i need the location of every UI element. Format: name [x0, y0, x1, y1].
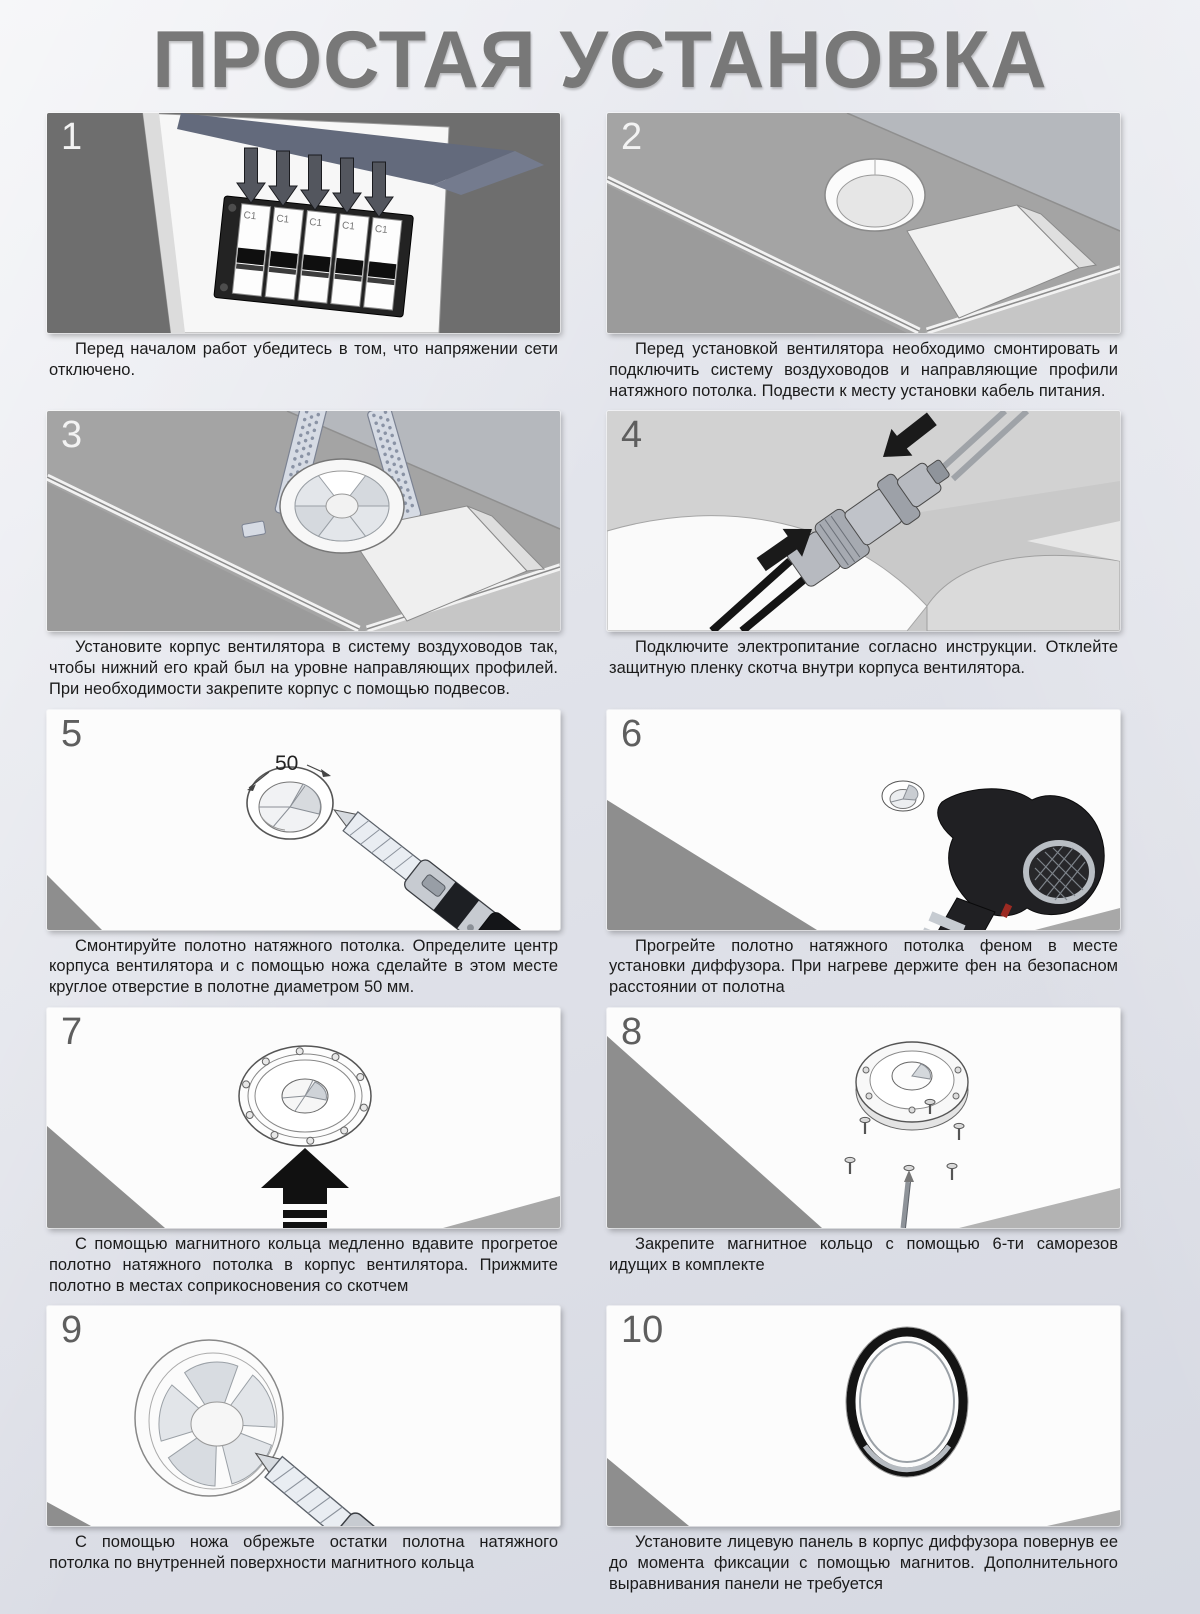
step-6 — [607, 710, 1120, 1008]
fan-bottom-view — [135, 1340, 283, 1496]
trim-fabric-knife-illustration — [47, 1306, 560, 1526]
svg-text:C1: C1 — [341, 220, 356, 233]
step-4 — [607, 411, 1120, 709]
step-number: 5 — [61, 712, 83, 755]
step-caption: Установите лицевую панель в корпус диффузора повернув ее до момента фиксации с помощью магнитов. Дополнительного выравнивания панели не требуется — [609, 1533, 1118, 1593]
magnetic-ring — [856, 1042, 968, 1130]
step-6-panel — [607, 710, 1120, 930]
steps-grid — [0, 113, 1200, 1605]
step-7-panel — [47, 1008, 560, 1228]
step-caption: Прогрейте полотно натяжного потолка феном в месте установки диффузора. При нагреве держите фен на безопасном расстоянии от полотна — [609, 936, 1118, 997]
step-9 — [47, 1306, 560, 1604]
step-10 — [607, 1306, 1120, 1604]
step-5 — [47, 710, 560, 1008]
step-number: 2 — [621, 116, 643, 158]
step-3 — [47, 411, 560, 709]
step-number: 7 — [61, 1011, 83, 1054]
ceiling-hole — [882, 781, 924, 811]
step-8-panel — [607, 1008, 1120, 1228]
svg-text:C1: C1 — [275, 213, 290, 226]
step-2 — [607, 113, 1120, 411]
step-number: 1 — [61, 116, 83, 158]
step-3-panel — [47, 411, 560, 631]
step-5-panel — [47, 710, 560, 930]
ring-screws-illustration — [607, 1008, 1120, 1228]
step-caption: Установите корпус вентилятора в систему воздуховодов так, чтобы нижний его край был на уровне направляющих профилей. При необходимости закрепите корпус с помощью подвесов. — [49, 638, 558, 698]
step-8 — [607, 1008, 1120, 1306]
step-number: 4 — [621, 414, 643, 457]
step-caption: Перед установкой вентилятора необходимо смонтировать и подключить систему воздуховодов и направляющие профили натяжного потолка. Подвести к месту установки кабель питания. — [609, 340, 1118, 400]
step-1-panel — [47, 113, 560, 333]
svg-text:C1: C1 — [242, 209, 257, 223]
step-2-panel — [607, 113, 1120, 333]
step-number: 6 — [621, 712, 643, 755]
step-4-panel — [607, 411, 1120, 631]
step-10-panel — [607, 1306, 1120, 1526]
step-caption: Перед началом работ убедитесь в том, что напряжении сети отключено. — [49, 340, 558, 379]
step-7 — [47, 1008, 560, 1306]
step-number: 10 — [621, 1309, 664, 1352]
face-panel-ring-illustration — [607, 1306, 1120, 1526]
step-caption: С помощью магнитного кольца медленно вдавите прогретое полотно натяжного потолка в корпус вентилятора. Прижмите полотно в местах соприкосновения со скотчем — [49, 1235, 558, 1295]
hole-50mm — [247, 767, 333, 839]
hair-dryer-illustration — [607, 710, 1120, 930]
fan-body-hangers-illustration — [47, 411, 560, 631]
page-title: ПРОСТАЯ УСТАНОВКА — [152, 13, 1048, 105]
step-number: 8 — [621, 1011, 643, 1054]
step-1 — [47, 113, 560, 411]
step-number: 9 — [61, 1309, 83, 1352]
step-caption: Подключите электропитание согласно инструкции. Отклейте защитную пленку скотча внутри корпуса вентилятора. — [609, 638, 1118, 678]
cut-hole-knife-illustration — [47, 710, 560, 930]
step-caption: Смонтируйте полотно натяжного потолка. Определите центр корпуса вентилятора и с помощью ножа сделайте в этом месте круглое отверстие в полотне диаметром 50 мм. — [49, 936, 558, 997]
magnetic-ring — [239, 1046, 371, 1146]
svg-text:C1: C1 — [308, 216, 323, 230]
ceiling-duct-illustration — [607, 113, 1120, 333]
magnetic-ring-push-illustration — [47, 1008, 560, 1228]
svg-text:C1: C1 — [374, 223, 389, 237]
step-caption: С помощью ножа обрежьте остатки полотна натяжного потолка по внутренней поверхности магнитного кольца — [49, 1533, 558, 1573]
step-caption: Закрепите магнитное кольцо с помощью 6-ти саморезов идущих в комплекте — [609, 1235, 1118, 1274]
step-number: 3 — [61, 414, 83, 457]
step-9-panel — [47, 1306, 560, 1526]
cable-gland-illustration — [607, 411, 1120, 631]
svg-text:50: 50 — [275, 751, 299, 775]
breaker-box-illustration — [47, 113, 560, 333]
